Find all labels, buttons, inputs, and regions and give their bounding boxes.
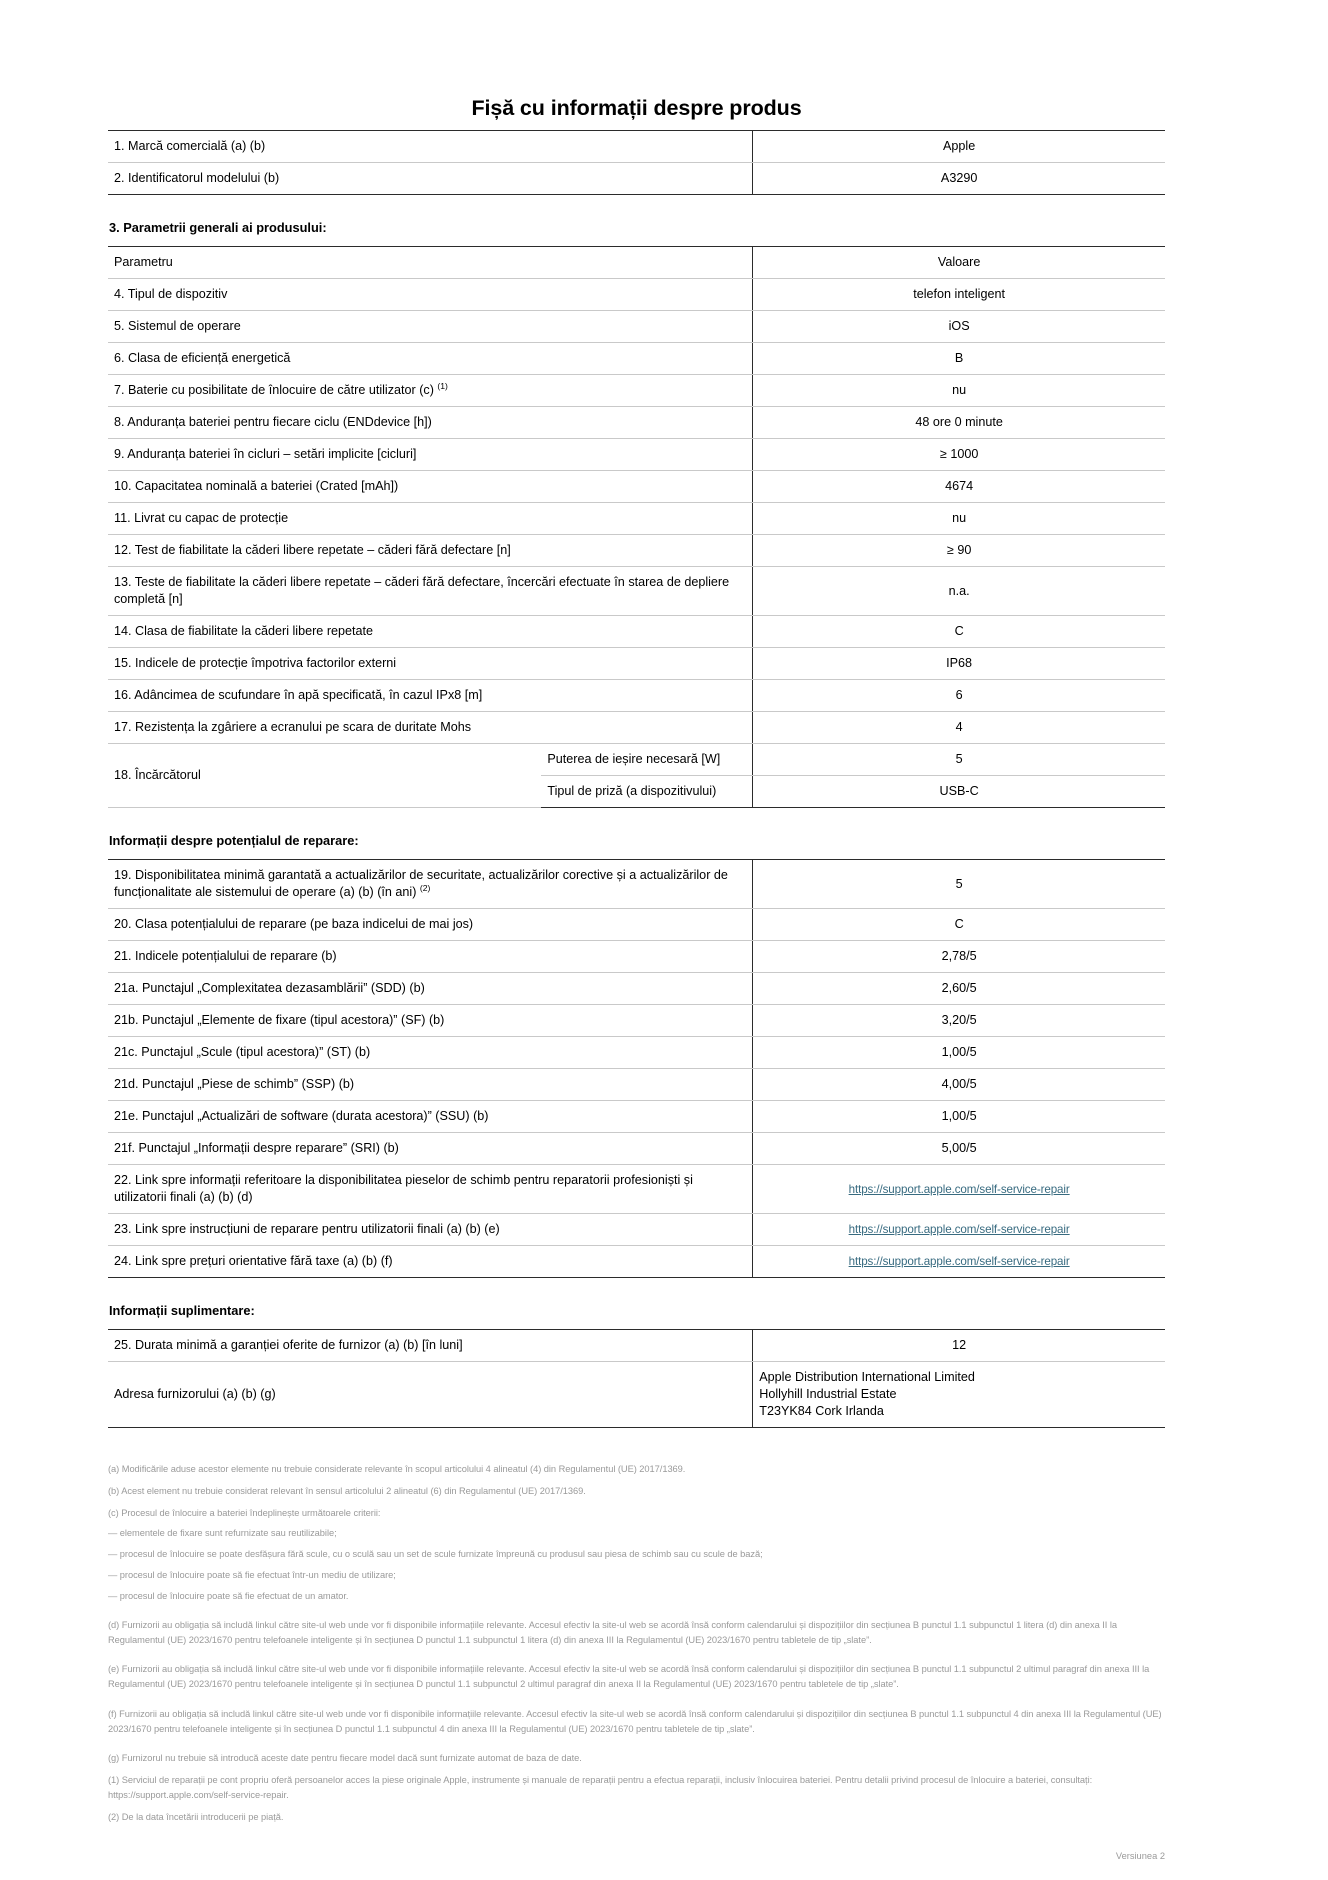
repair-value: 3,20/5 bbox=[753, 1005, 1165, 1037]
table-row bbox=[108, 712, 1165, 744]
table-row bbox=[108, 439, 1165, 471]
parameter-value: B bbox=[753, 343, 1165, 375]
repair-label: 23. Link spre instrucțiuni de reparare pentru utilizatorii finali (a) (b) (e) bbox=[108, 1214, 753, 1246]
footnote-g: (g) Furnizorul nu trebuie să introducă aceste date pentru fiecare model dacă sunt furnizate automat de baza de date. bbox=[108, 1752, 582, 1763]
parameter-label: 16. Adâncimea de scufundare în apă specificată, în cazul IPx8 [m] bbox=[108, 680, 753, 712]
table-row bbox=[108, 407, 1165, 439]
table-row bbox=[108, 1005, 1165, 1037]
footnote-c-item: — procesul de înlocuire poate să fie efectuat de un amator. bbox=[108, 1591, 349, 1602]
parameter-value: 4674 bbox=[753, 471, 1165, 503]
charger-subparameter-value: 5 bbox=[753, 744, 1165, 776]
footnote-2: (2) De la data încetării introducerii pe piață. bbox=[108, 1811, 284, 1822]
repair-value: 1,00/5 bbox=[753, 1101, 1165, 1133]
address-line: T23YK84 Cork Irlanda bbox=[759, 1404, 884, 1418]
charger-row bbox=[108, 744, 1165, 776]
repair-label: 21e. Punctajul „Actualizări de software (durata acestora)” (SSU) (b) bbox=[108, 1101, 753, 1133]
repair-label: 21. Indicele potențialului de reparare (b) bbox=[108, 941, 753, 973]
table-row bbox=[108, 973, 1165, 1005]
charger-subparameter-label: Tipul de priză (a dispozitivului) bbox=[541, 776, 752, 808]
table-row bbox=[108, 1165, 1165, 1214]
parameter-label bbox=[108, 375, 753, 407]
parameter-value: IP68 bbox=[753, 648, 1165, 680]
supplier-address-value bbox=[753, 1362, 1165, 1428]
table-row bbox=[108, 343, 1165, 375]
charger-subparameter-value: USB-C bbox=[753, 776, 1165, 808]
repair-label: 20. Clasa potențialului de reparare (pe baza indicelui de mai jos) bbox=[108, 909, 753, 941]
repair-label: 24. Link spre prețuri orientative fără taxe (a) (b) (f) bbox=[108, 1246, 753, 1278]
supplier-address-label: Adresa furnizorului (a) (b) (g) bbox=[108, 1362, 753, 1428]
document-content bbox=[108, 96, 1165, 1861]
parameter-value: 4 bbox=[753, 712, 1165, 744]
repair-value: C bbox=[753, 909, 1165, 941]
self-service-repair-link[interactable]: https://support.apple.com/self-service-repair bbox=[848, 1182, 1070, 1196]
parameter-value: nu bbox=[753, 375, 1165, 407]
general-parameters-table bbox=[108, 246, 1165, 808]
table-row bbox=[108, 567, 1165, 616]
table-row bbox=[108, 616, 1165, 648]
page-title: Fișă cu informații despre produs bbox=[471, 96, 802, 120]
repairability-table bbox=[108, 859, 1165, 1278]
general-parameters-heading: 3. Parametrii generali ai produsului: bbox=[109, 220, 327, 235]
repair-label bbox=[108, 860, 753, 909]
repair-label: 21f. Punctajul „Informații despre reparare” (SRI) (b) bbox=[108, 1133, 753, 1165]
repair-label: 21b. Punctajul „Elemente de fixare (tipul acestora)” (SF) (b) bbox=[108, 1005, 753, 1037]
parameter-value: iOS bbox=[753, 311, 1165, 343]
warranty-value: 12 bbox=[753, 1330, 1165, 1362]
address-line: Apple Distribution International Limited bbox=[759, 1370, 975, 1384]
column-header-parameter: Parametru bbox=[108, 247, 753, 279]
identification-label: 1. Marcă comercială (a) (b) bbox=[108, 131, 753, 163]
table-row bbox=[108, 163, 1165, 195]
warranty-label: 25. Durata minimă a garanției oferite de furnizor (a) (b) [în luni] bbox=[108, 1330, 753, 1362]
identification-label: 2. Identificatorul modelului (b) bbox=[108, 163, 753, 195]
charger-label: 18. Încărcătorul bbox=[108, 744, 541, 808]
address-line: Hollyhill Industrial Estate bbox=[759, 1387, 897, 1401]
parameter-label: 5. Sistemul de operare bbox=[108, 311, 753, 343]
table-row bbox=[108, 1037, 1165, 1069]
footnote-c: (c) Procesul de înlocuire a bateriei îndeplinește următoarele criterii: bbox=[108, 1508, 381, 1519]
table-row bbox=[108, 1330, 1165, 1362]
table-row bbox=[108, 1214, 1165, 1246]
table-row bbox=[108, 375, 1165, 407]
parameter-value: C bbox=[753, 616, 1165, 648]
footnote-c-item: — procesul de înlocuire poate să fie efectuat într-un mediu de utilizare; bbox=[108, 1570, 396, 1581]
self-service-repair-link[interactable]: https://support.apple.com/self-service-repair bbox=[848, 1255, 1070, 1268]
identification-value: Apple bbox=[753, 131, 1165, 163]
table-row bbox=[108, 648, 1165, 680]
table-row bbox=[108, 1133, 1165, 1165]
table-row bbox=[108, 279, 1165, 311]
parameter-value: 6 bbox=[753, 680, 1165, 712]
parameter-value: ≥ 1000 bbox=[753, 439, 1165, 471]
identification-value: A3290 bbox=[753, 163, 1165, 195]
parameter-label: 12. Test de fiabilitate la căderi libere repetate – căderi fără defectare [n] bbox=[108, 535, 753, 567]
footnote-d: (d) Furnizorii au obligația să includă linkul către site-ul web unde vor fi disponibile informațiile relevante. Accesul efectiv la site-ul web se acordă însă conform calendarului și dispozițiilor din secțiunea B punctul 1.1 subpunctul 1 litera (d) din anexa II la Regulamentul (UE) 2023/1670 pentru telefoanele inteligente și în secțiunea D punctul 1.1 subpunctul 1 litera (d) din anexa III la Regulamentul (UE) 2023/1670 pentru tabletele de tip „slate”. bbox=[108, 1620, 1118, 1646]
repair-label: 21c. Punctajul „Scule (tipul acestora)” (ST) (b) bbox=[108, 1037, 753, 1069]
repair-value: 5 bbox=[753, 860, 1165, 909]
repair-label: 22. Link spre informații referitoare la disponibilitatea pieselor de schimb pentru reparatorii profesioniști și utilizatorii finali (a) (b) (d) bbox=[108, 1165, 753, 1214]
parameter-label: 10. Capacitatea nominală a bateriei (Crated [mAh]) bbox=[108, 471, 753, 503]
parameter-label: 6. Clasa de eficiență energetică bbox=[108, 343, 753, 375]
repair-label: 21a. Punctajul „Complexitatea dezasamblării” (SDD) (b) bbox=[108, 973, 753, 1005]
table-row bbox=[108, 680, 1165, 712]
parameter-value: nu bbox=[753, 503, 1165, 535]
version-label: Versiunea 2 bbox=[1115, 1850, 1165, 1861]
self-service-repair-link[interactable]: https://support.apple.com/self-service-repair bbox=[848, 1223, 1070, 1236]
parameter-label: 11. Livrat cu capac de protecție bbox=[108, 503, 753, 535]
parameter-value: n.a. bbox=[753, 567, 1165, 616]
footnote-f: (f) Furnizorii au obligația să includă linkul către site-ul web unde vor fi disponibile informațiile relevante. Accesul efectiv la site-ul web se acordă însă conform calendarului și dispozițiilor din secțiunea B punctul 1.1 subpunctul 4 din anexa III la Regulamentul (UE) 2023/1670 pentru telefoanele inteligente și în secțiunea D punctul 1.1 subpunctul 4 din anexa III la Regulamentul (UE) 2023/1670 pentru tabletele de tip „slate”. bbox=[108, 1708, 1162, 1734]
identification-table bbox=[108, 130, 1165, 195]
repairability-heading: Informații despre potențialul de reparare: bbox=[109, 833, 359, 848]
column-header-value: Valoare bbox=[753, 247, 1165, 279]
footnote-1: (1) Serviciul de reparații pe cont propriu oferă persoanelor acces la piese originale Apple, instrumente și manuale de reparații pentru a efectua reparații, inclusiv înlocuirea bateriei. Pentru detalii privind procesul de înlocuire a bateriei, consultați: https://support.apple.com/self-service-repair. bbox=[108, 1774, 1093, 1800]
table-row bbox=[108, 941, 1165, 973]
charger-subparameter-label: Puterea de ieșire necesară [W] bbox=[541, 744, 752, 776]
table-row bbox=[108, 1362, 1165, 1428]
parameter-label-text: 7. Baterie cu posibilitate de înlocuire de către utilizator (c) bbox=[114, 383, 438, 397]
parameter-label: 13. Teste de fiabilitate la căderi libere repetate – căderi fără defectare, încercări efectuate în starea de depliere completă [n] bbox=[108, 567, 753, 616]
parameter-label: 15. Indicele de protecție împotriva factorilor externi bbox=[108, 648, 753, 680]
table-row bbox=[108, 1101, 1165, 1133]
footnotes-section bbox=[108, 1462, 1165, 1825]
footnote-c-item: — procesul de înlocuire se poate desfășura fără scule, cu o sculă sau un set de scule furnizate împreună cu produsul sau piesa de schimb sau cu scule de bază; bbox=[108, 1549, 763, 1560]
footnote-marker: (1) bbox=[437, 380, 448, 391]
footnote-e: (e) Furnizorii au obligația să includă linkul către site-ul web unde vor fi disponibile informațiile relevante. Accesul efectiv la site-ul web se acordă însă conform calendarului și dispozițiilor din secțiunea B punctul 1.1 subpunctul 2 ultimul paragraf din anexa III la Regulamentul (UE) 2023/1670 pentru telefoanele inteligente și în secțiunea D punctul 1.1 subpunctul 2 ultimul paragraf din anexa II la Regulamentul (UE) 2023/1670 pentru tabletele de tip „slate”. bbox=[108, 1664, 1150, 1690]
parameter-value: ≥ 90 bbox=[753, 535, 1165, 567]
parameter-label: 14. Clasa de fiabilitate la căderi libere repetate bbox=[108, 616, 753, 648]
footnote-a: (a) Modificările aduse acestor elemente nu trebuie considerate relevante în scopul articolului 4 alineatul (4) din Regulamentul (UE) 2017/1369. bbox=[108, 1464, 686, 1474]
table-row bbox=[108, 535, 1165, 567]
table-row bbox=[108, 860, 1165, 909]
table-header-row bbox=[108, 247, 1165, 279]
table-row bbox=[108, 311, 1165, 343]
table-row bbox=[108, 1069, 1165, 1101]
repair-link-cell bbox=[753, 1165, 1165, 1214]
repair-value: 2,78/5 bbox=[753, 941, 1165, 973]
parameter-label: 9. Anduranța bateriei în cicluri – setări implicite [cicluri] bbox=[108, 439, 753, 471]
parameter-label: 4. Tipul de dispozitiv bbox=[108, 279, 753, 311]
table-row bbox=[108, 503, 1165, 535]
parameter-value: telefon inteligent bbox=[753, 279, 1165, 311]
repair-link-cell bbox=[753, 1246, 1165, 1278]
repair-value: 2,60/5 bbox=[753, 973, 1165, 1005]
table-row bbox=[108, 909, 1165, 941]
footnote-c-item: — elementele de fixare sunt refurnizate sau reutilizabile; bbox=[108, 1528, 337, 1539]
footnote-b: (b) Acest element nu trebuie considerat relevant în sensul articolului 2 alineatul (6) din Regulamentul (UE) 2017/1369. bbox=[108, 1486, 586, 1497]
footnote-marker: (2) bbox=[419, 882, 431, 893]
repair-label: 21d. Punctajul „Piese de schimb” (SSP) (b) bbox=[108, 1069, 753, 1101]
table-row bbox=[108, 471, 1165, 503]
parameter-value: 48 ore 0 minute bbox=[753, 407, 1165, 439]
table-row bbox=[108, 131, 1165, 163]
supplementary-table bbox=[108, 1329, 1165, 1428]
parameter-label: 17. Rezistența la zgâriere a ecranului pe scara de duritate Mohs bbox=[108, 712, 753, 744]
supplementary-heading: Informații suplimentare: bbox=[109, 1303, 255, 1318]
table-row bbox=[108, 1246, 1165, 1278]
parameter-label: 8. Anduranța bateriei pentru fiecare ciclu (ENDdevice [h]) bbox=[108, 407, 753, 439]
repair-value: 1,00/5 bbox=[753, 1037, 1165, 1069]
repair-value: 4,00/5 bbox=[753, 1069, 1165, 1101]
repair-value: 5,00/5 bbox=[753, 1133, 1165, 1165]
repair-link-cell bbox=[753, 1214, 1165, 1246]
repair-label-text: 19. Disponibilitatea minimă garantată a actualizărilor de securitate, actualizărilor corective și a actualizărilor de funcționalitate ale sistemului de operare (a) (b) (în ani) bbox=[114, 868, 728, 899]
